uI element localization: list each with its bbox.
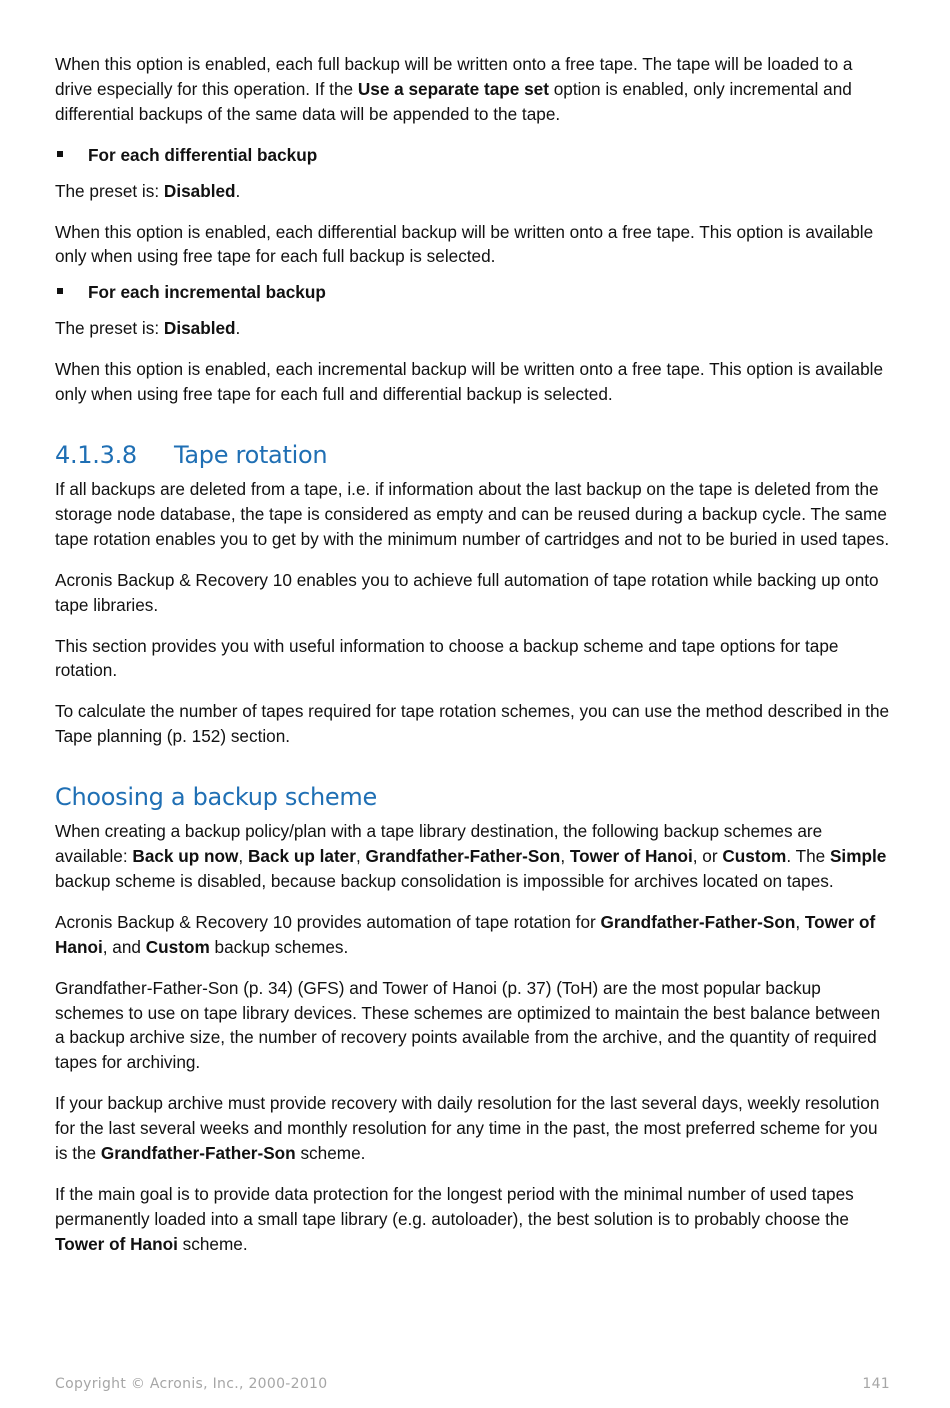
bullet-label: For each differential backup [88,144,318,165]
paragraph-section-info: This section provides you with useful information to choose a backup scheme and tape options for tape rotation. [55,635,839,681]
text: When this option is enabled, each full backup will be written onto a free tape. The tape will be loaded to a drive especially for this operation. If the [55,54,853,99]
paragraph-toh-recommendation [55,1182,890,1257]
text: Acronis Backup & Recovery 10 provides automation of tape rotation for [55,911,601,932]
paragraph-full-backup-option [55,52,890,127]
text: , [795,911,805,932]
preset-label: The preset is: [55,180,164,201]
text: If the main goal is to provide data protection for the longest period with the minimal number of used tapes permanently loaded into a small tape library (e.g. autoloader), the best solution is to probably choose the [55,1184,854,1229]
text: . The [786,846,830,867]
text: If your backup archive must provide recovery with daily resolution for the last several days, weekly resolution for the last several weeks and monthly resolution for any time in the past, the most preferred scheme for you is the [55,1093,880,1164]
text: . [235,318,241,339]
text: , [560,846,570,867]
paragraph-tape-reuse: If all backups are deleted from a tape, i.e. if information about the last backup on the tape is deleted from the storage node database, the tape is considered as empty and can be reused during a backup cycle. The same tape rotation enables you to get by with the minimum number of cartridges and not to be buried in used tapes. [55,478,890,549]
bullet-incremental [55,280,890,305]
paragraph-gfs-recommendation [55,1091,890,1166]
text: option is enabled, only incremental and differential backups of the same data will be appended to the tape. [55,78,852,124]
section-number: 4.1.3.8 [55,440,137,469]
text: , [355,846,366,867]
paragraph-incremental: When this option is enabled, each incremental backup will be written onto a free tape. This option is available only when using free tape for each full and differential backup is selected. [55,359,884,405]
text: scheme. [295,1143,366,1164]
paragraph-differential: When this option is enabled, each differential backup will be written onto a free tape. This option is available only when using free tape for each full backup is selected. [55,221,874,267]
bold-term: Use a separate tape set [357,78,549,99]
text: , or [692,846,723,867]
section-heading-tape-rotation [55,440,890,470]
bold-term: Custom [722,846,787,867]
square-bullet-icon [57,151,63,157]
paragraph-tape-planning: To calculate the number of tapes required for tape rotation schemes, you can use the method described in the Tape planning (p. 152) section. [55,701,890,747]
bold-term: Custom [145,936,210,957]
bold-term: Simple [829,846,887,867]
paragraph-available-schemes [55,819,890,894]
text: backup schemes. [209,936,349,957]
preset-differential [55,179,890,204]
text: . [235,180,241,201]
paragraph-automation: Acronis Backup & Recovery 10 enables you to achieve full automation of tape rotation while backing up onto tape libraries. [55,569,879,615]
text: backup scheme is disabled, because backup consolidation is impossible for archives located on tapes. [55,870,834,891]
page-number: 141 [862,1376,890,1392]
bullet-label: For each incremental backup [88,282,326,303]
page-footer [55,1376,890,1392]
bold-term: Tower of Hanoi [569,846,693,867]
text: scheme. [177,1233,248,1254]
bold-term: Grandfather-Father-Son [365,846,561,867]
section-heading-choosing-scheme: Choosing a backup scheme [55,783,377,812]
bullet-differential [55,143,890,168]
preset-label: The preset is: [55,318,164,339]
bold-term: Back up now [132,846,239,867]
paragraph-automation-schemes [55,910,890,960]
document-page [55,52,890,1257]
bold-term: Grandfather-Father-Son [100,1143,296,1164]
bold-term: Tower of Hanoi [55,911,876,957]
text: , [238,846,248,867]
section-title: Tape rotation [174,440,328,469]
preset-value: Disabled [163,318,236,339]
paragraph-gfs-toh: Grandfather-Father-Son (p. 34) (GFS) and Tower of Hanoi (p. 37) (ToH) are the most popular backup schemes to use on tape library devices. These schemes are optimized to maintain the best balance between a backup archive size, the number of recovery points available from the archive, and the quantity of required tapes for archiving. [55,977,881,1073]
copyright-text: Copyright © Acronis, Inc., 2000-2010 [55,1376,328,1392]
bold-term: Tower of Hanoi [55,1233,178,1254]
text: When creating a backup policy/plan with a tape library destination, the following backup schemes are available: [55,821,823,867]
bold-term: Grandfather-Father-Son [600,911,796,932]
bold-term: Back up later [247,846,356,867]
preset-value: Disabled [163,180,236,201]
preset-incremental [55,316,890,341]
text: , and [102,936,146,957]
square-bullet-icon [57,288,63,294]
